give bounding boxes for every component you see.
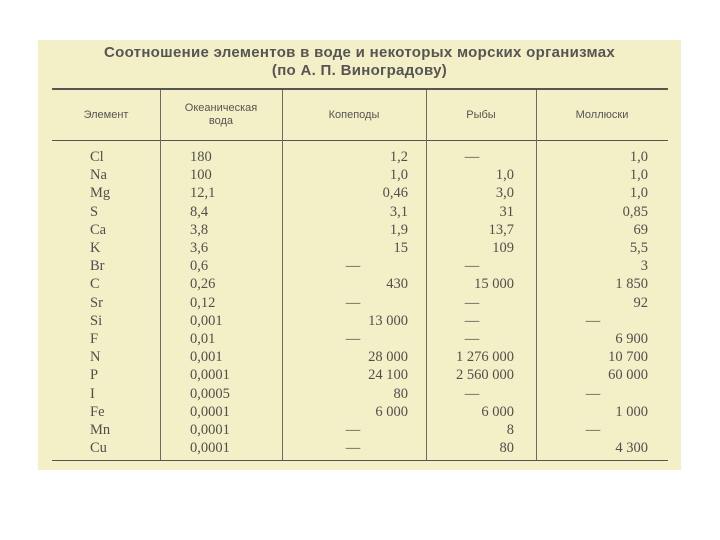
cell-ocean-water: 0,12 (190, 294, 216, 311)
cell-fish: 15 000 (474, 276, 514, 293)
cell-molluscs: — (585, 422, 601, 438)
cell-molluscs: — (585, 312, 601, 329)
cell-ocean-water: 12,1 (190, 185, 216, 202)
cell-molluscs: 69 (633, 221, 648, 238)
cell-copepods: 1,0 (389, 167, 408, 184)
cell-fish: — (464, 331, 480, 347)
cell-fish: 2 560 000 (456, 367, 514, 384)
cell-fish: — (464, 385, 480, 402)
cell-fish: 1,0 (495, 167, 514, 184)
cell-element: Br (90, 258, 105, 275)
cell-fish: — (464, 294, 480, 311)
table-title: Соотношение элементов в воде и некоторых морских организмах (103, 44, 616, 61)
cell-element: S (90, 203, 99, 220)
cell-ocean-water: 0,0001 (190, 367, 230, 384)
bottom-rule (52, 460, 668, 461)
cell-ocean-water: 0,01 (190, 331, 216, 347)
cell-molluscs: 5,5 (629, 240, 648, 256)
cell-ocean-water: 8,4 (190, 203, 209, 220)
cell-element: P (90, 367, 99, 384)
cell-molluscs: 10 700 (608, 349, 648, 366)
cell-ocean-water: 0,001 (190, 312, 223, 329)
cell-copepods: 28 000 (368, 349, 408, 366)
header-copepods: Копеподы (328, 108, 380, 121)
cell-element: C (90, 276, 100, 293)
cell-fish: — (464, 258, 480, 275)
cell-ocean-water: 3,8 (190, 221, 209, 238)
cell-molluscs: 4 300 (615, 440, 648, 457)
cell-copepods: 430 (386, 276, 408, 293)
cell-element: F (90, 331, 99, 347)
cell-copepods: 13 000 (368, 312, 408, 329)
cell-element: Si (90, 312, 103, 329)
scanned-page (38, 40, 681, 470)
cell-element: I (90, 385, 95, 402)
cell-ocean-water: 0,26 (190, 276, 216, 293)
cell-fish: 31 (499, 203, 514, 220)
cell-fish: 80 (499, 440, 514, 457)
header-ocean-water: Океаническая вода (184, 102, 258, 127)
cell-element: Cl (90, 149, 104, 165)
cell-copepods: — (345, 422, 361, 438)
cell-fish: 8 (506, 422, 514, 438)
cell-element: Fe (90, 403, 105, 420)
cell-molluscs: 1 850 (615, 276, 648, 293)
header-element: Элемент (83, 108, 129, 121)
cell-element: Ca (90, 221, 107, 238)
cell-fish: 1 276 000 (456, 349, 514, 366)
cell-copepods: — (345, 294, 361, 311)
cell-molluscs: 1,0 (629, 149, 648, 165)
cell-copepods: — (345, 331, 361, 347)
cell-fish: 3,0 (495, 185, 514, 202)
cell-ocean-water: 0,0001 (190, 403, 230, 420)
cell-element: Sr (90, 294, 103, 311)
cell-copepods: 24 100 (368, 367, 408, 384)
cell-copepods: 0,46 (382, 185, 408, 202)
cell-molluscs: 1,0 (629, 167, 648, 184)
cell-element: Mg (90, 185, 111, 202)
cell-copepods: 80 (393, 385, 408, 402)
cell-molluscs: 6 900 (615, 331, 648, 347)
cell-copepods: 6 000 (375, 403, 408, 420)
cell-copepods: 1,2 (389, 149, 408, 165)
cell-copepods: 3,1 (389, 203, 408, 220)
cell-ocean-water: 0,0005 (190, 385, 230, 402)
header-molluscs: Моллюски (575, 108, 629, 121)
column-divider (536, 90, 537, 460)
column-divider (282, 90, 283, 460)
cell-ocean-water: 0,0001 (190, 440, 230, 457)
cell-ocean-water: 3,6 (190, 240, 209, 256)
header-fish: Рыбы (466, 108, 496, 121)
column-divider (426, 90, 427, 460)
cell-fish: — (464, 149, 480, 165)
cell-copepods: 1,9 (389, 221, 408, 238)
cell-element: N (90, 349, 101, 366)
cell-molluscs: 0,85 (622, 203, 648, 220)
cell-ocean-water: 0,0001 (190, 422, 230, 438)
cell-element: Cu (90, 440, 107, 457)
column-divider (160, 90, 161, 460)
cell-fish: 13,7 (488, 221, 514, 238)
cell-molluscs: 92 (633, 294, 648, 311)
cell-ocean-water: 0,6 (190, 258, 209, 275)
cell-fish: 109 (492, 240, 514, 256)
cell-molluscs: 1,0 (629, 185, 648, 202)
cell-fish: — (464, 312, 480, 329)
cell-copepods: 15 (393, 240, 408, 256)
cell-molluscs: 3 (640, 258, 648, 275)
cell-ocean-water: 180 (190, 149, 212, 165)
cell-copepods: — (345, 258, 361, 275)
cell-element: Mn (90, 422, 111, 438)
cell-element: K (90, 240, 101, 256)
cell-ocean-water: 0,001 (190, 349, 223, 366)
cell-copepods: — (345, 440, 361, 457)
header-rule (52, 140, 668, 141)
cell-molluscs: 1 000 (615, 403, 648, 420)
table-subtitle: (по А. П. Виноградову) (271, 62, 448, 79)
cell-molluscs: — (585, 385, 601, 402)
cell-fish: 6 000 (481, 403, 514, 420)
cell-ocean-water: 100 (190, 167, 212, 184)
cell-molluscs: 60 000 (608, 367, 648, 384)
cell-element: Na (90, 167, 107, 184)
